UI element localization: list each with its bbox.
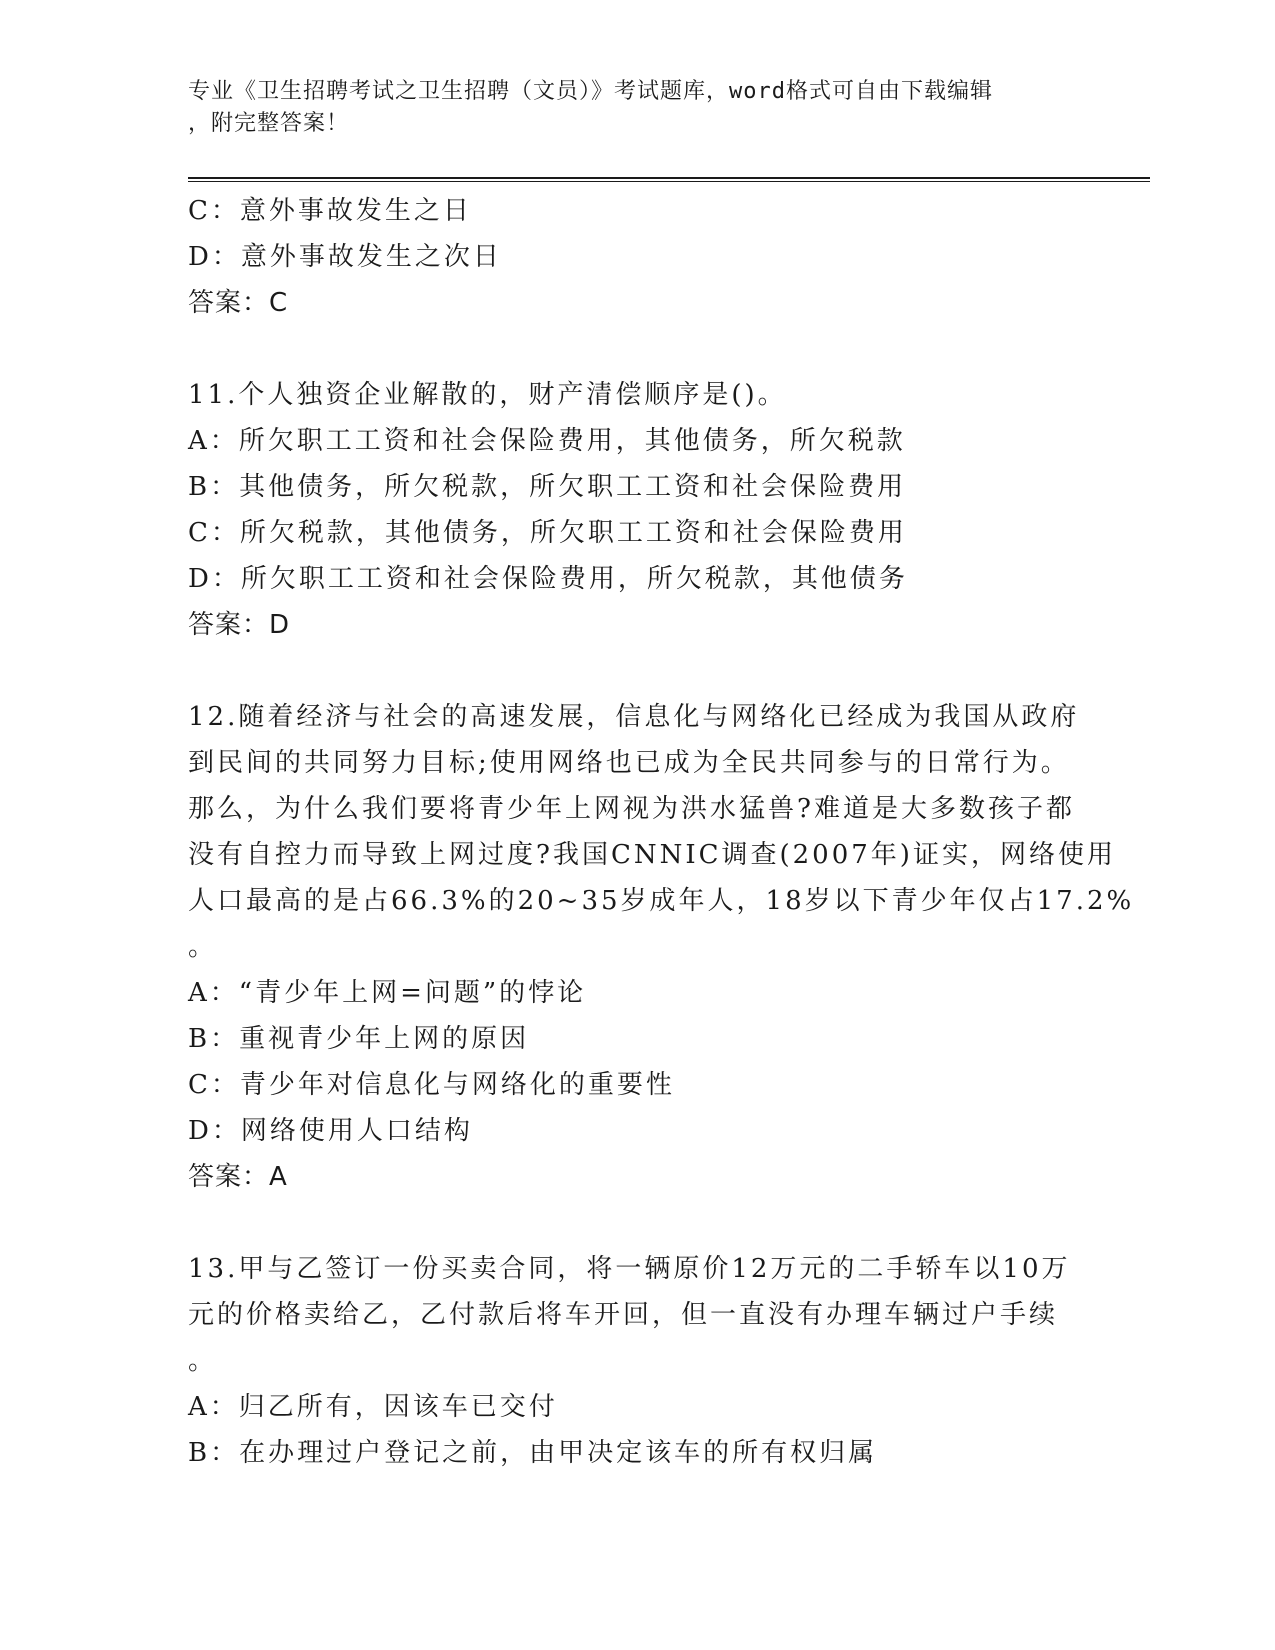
q12-option-d: D：网络使用人口结构 bbox=[188, 1116, 473, 1146]
q13-option-a: A：归乙所有，因该车已交付 bbox=[188, 1392, 558, 1422]
q11-option-a: A：所欠职工工资和社会保险费用，其他债务，所欠税款 bbox=[188, 426, 906, 456]
q12-stem-line: 到民间的共同努力目标;使用网络也已成为全民共同参与的日常行为。 bbox=[188, 748, 1070, 778]
spacer bbox=[188, 326, 1088, 372]
document-header bbox=[188, 76, 1068, 140]
q12-stem-line: 没有自控力而导致上网过度?我国CNNIC调查(2007年)证实，网络使用 bbox=[188, 840, 1116, 870]
header-title-line-2: ，附完整答案！ bbox=[188, 111, 350, 136]
q12-stem-line: 那么，为什么我们要将青少年上网视为洪水猛兽?难道是大多数孩子都 bbox=[188, 794, 1075, 824]
q11-answer: 答案：D bbox=[188, 610, 291, 640]
q13-stem-line: 13.甲与乙签订一份买卖合同，将一辆原价12万元的二手轿车以10万 bbox=[188, 1254, 1071, 1284]
spacer bbox=[188, 1200, 1088, 1246]
q11-stem: 11.个人独资企业解散的，财产清偿顺序是()。 bbox=[188, 380, 787, 410]
q12-option-c: C：青少年对信息化与网络化的重要性 bbox=[188, 1070, 675, 1100]
q10-option-d: D：意外事故发生之次日 bbox=[188, 242, 502, 272]
q12-stem-line: 。 bbox=[188, 932, 218, 962]
q12-answer: 答案：A bbox=[188, 1162, 288, 1192]
spacer bbox=[188, 648, 1088, 694]
q12-option-b: B：重视青少年上网的原因 bbox=[188, 1024, 530, 1054]
q10-answer: 答案：C bbox=[188, 288, 289, 318]
q13-option-b: B：在办理过户登记之前，由甲决定该车的所有权归属 bbox=[188, 1438, 878, 1468]
q13-stem-line: 元的价格卖给乙，乙付款后将车开回，但一直没有办理车辆过户手续 bbox=[188, 1300, 1059, 1330]
q13-stem-line: 。 bbox=[188, 1346, 218, 1376]
q11-option-c: C：所欠税款，其他债务，所欠职工工资和社会保险费用 bbox=[188, 518, 907, 548]
q11-option-b: B：其他债务，所欠税款，所欠职工工资和社会保险费用 bbox=[188, 472, 907, 502]
header-title-line-1: 专业《卫生招聘考试之卫生招聘（文员）》考试题库，word格式可自由下载编辑 bbox=[188, 79, 993, 104]
q12-stem-line: 人口最高的是占66.3%的20~35岁成年人，18岁以下青少年仅占17.2% bbox=[188, 886, 1135, 916]
q12-stem-line: 12.随着经济与社会的高速发展，信息化与网络化已经成为我国从政府 bbox=[188, 702, 1080, 732]
q12-option-a: A：“青少年上网=问题”的悖论 bbox=[188, 978, 587, 1008]
q10-option-c: C：意外事故发生之日 bbox=[188, 196, 472, 226]
question-content bbox=[188, 188, 1135, 1476]
q11-option-d: D：所欠职工工资和社会保险费用，所欠税款，其他债务 bbox=[188, 564, 908, 594]
header-divider bbox=[188, 177, 1150, 182]
